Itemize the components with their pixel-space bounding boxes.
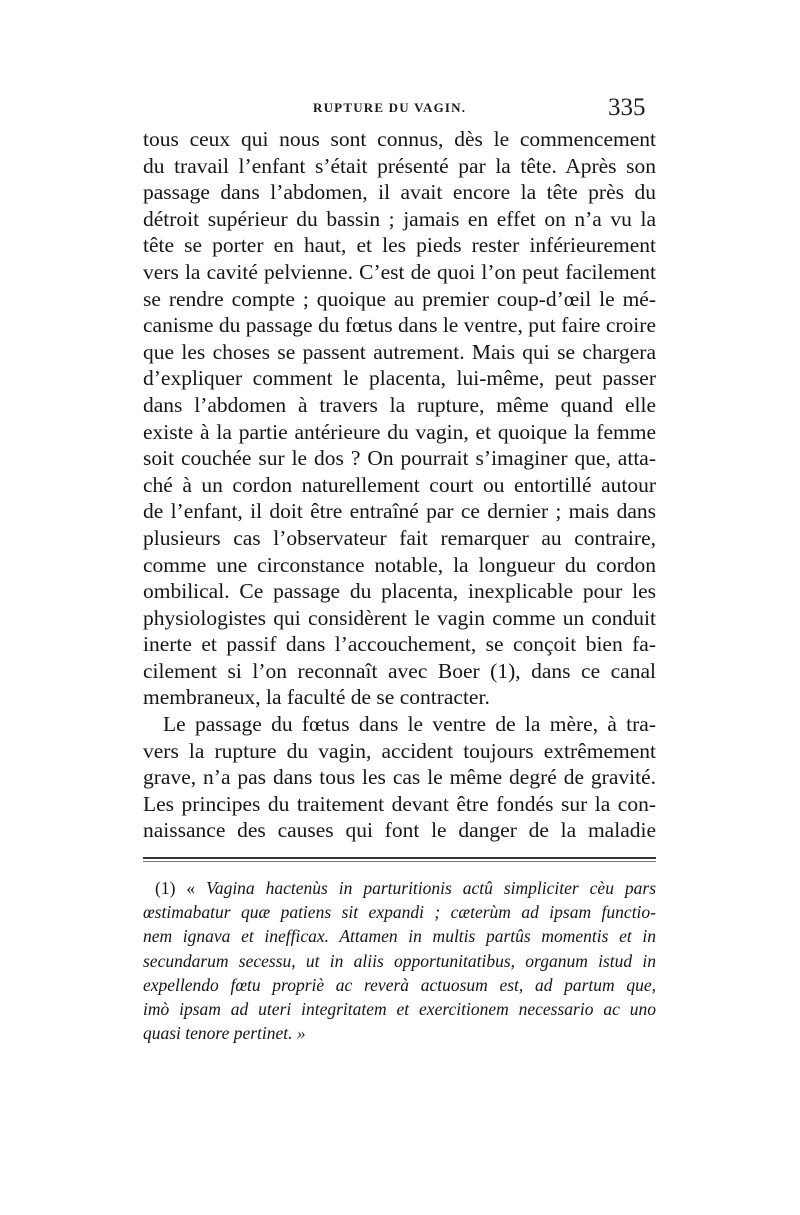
body-line: ché à un cordon naturellement court ou entortillé autour [143, 472, 656, 497]
body-line: cilement si l’on reconnaît avec Boer (1), dans ce canal [143, 658, 656, 683]
body-line: que les choses se passent autrement. Mais qui se chargera [143, 339, 656, 364]
body-line: tête se porter en haut, et les pieds rester inférieurement [143, 233, 656, 258]
footnote-line: œstimabatur quæ patiens sit expandi ; cæterùm ad ipsam functio- [143, 902, 656, 923]
footnote [143, 876, 656, 1045]
body-line: d’expliquer comment le placenta, lui-même, peut passer [143, 366, 656, 391]
body-line: de l’enfant, il doit être entraîné par ce dernier ; mais dans [143, 499, 656, 524]
body-line: grave, n’a pas dans tous les cas le même degré de gravité. [143, 765, 656, 790]
body-line: tous ceux qui nous sont connus, dès le commencement [143, 127, 656, 151]
footnote-line: nem ignava et inefficax. Attamen in multis partûs momentis et in [143, 926, 656, 947]
footnote-line: secundarum secessu, ut in aliis opportunitatibus, organum istud in [143, 950, 656, 971]
body-line: naissance des causes qui font le danger de la maladie [143, 818, 656, 843]
body-line: du travail l’enfant s’était présenté par la tête. Après son [143, 153, 656, 178]
body-text [143, 126, 656, 844]
body-line: inerte et passif dans l’accouchement, se conçoit bien fa- [143, 632, 656, 657]
body-line: soit couchée sur le dos ? On pourrait s’imaginer que, atta- [143, 446, 656, 471]
footnote-line: quasi tenore pertinet. » [143, 1023, 306, 1044]
paragraph-start-line: Le passage du fœtus dans le ventre de la mère, à tra- [163, 712, 656, 737]
body-line: existe à la partie antérieure du vagin, et quoique la femme [143, 419, 656, 444]
body-line: vers la cavité pelvienne. C’est de quoi l’on peut facilement [143, 259, 656, 284]
body-line: membraneux, la faculté de se contracter. [143, 685, 490, 710]
body-line: vers la rupture du vagin, accident toujours extrêmement [143, 738, 656, 763]
body-line: canisme du passage du fœtus dans le ventre, put faire croire [143, 313, 656, 338]
body-line: plusieurs cas l’observateur fait remarquer au contraire, [143, 525, 656, 550]
body-line: détroit supérieur du bassin ; jamais en effet on n’a vu la [143, 206, 656, 231]
body-line: dans l’abdomen à travers la rupture, même quand elle [143, 392, 656, 417]
body-line: Les principes du traitement devant être fondés sur la con- [143, 791, 656, 816]
body-line: se rendre compte ; quoique au premier coup-d’œil le mé- [143, 286, 656, 311]
body-line: physiologistes qui considèrent le vagin comme un conduit [143, 605, 656, 630]
footnote-line [143, 876, 656, 900]
footnote-marker: (1) « [155, 878, 196, 898]
body-line: passage dans l’abdomen, il avait encore la tête près du [143, 180, 656, 205]
body-line: ombilical. Ce passage du placenta, inexplicable pour les [143, 579, 656, 604]
running-title: RUPTURE DU VAGIN. [313, 100, 467, 115]
body-line: comme une circonstance notable, la longueur du cordon [143, 552, 656, 577]
page-number: 335 [608, 94, 646, 121]
footnote-first-text: Vagina hactenùs in parturitionis actû simpliciter cèu pars [206, 878, 657, 898]
footnote-line: imò ipsam ad uteri integritatem et exercitionem necessario ac uno [143, 998, 656, 1019]
footnote-divider-thin [143, 861, 656, 862]
footnote-divider [143, 857, 656, 859]
footnote-line: expellendo fœtu propriè ac reverà actuosum est, ad partum que, [143, 974, 656, 995]
